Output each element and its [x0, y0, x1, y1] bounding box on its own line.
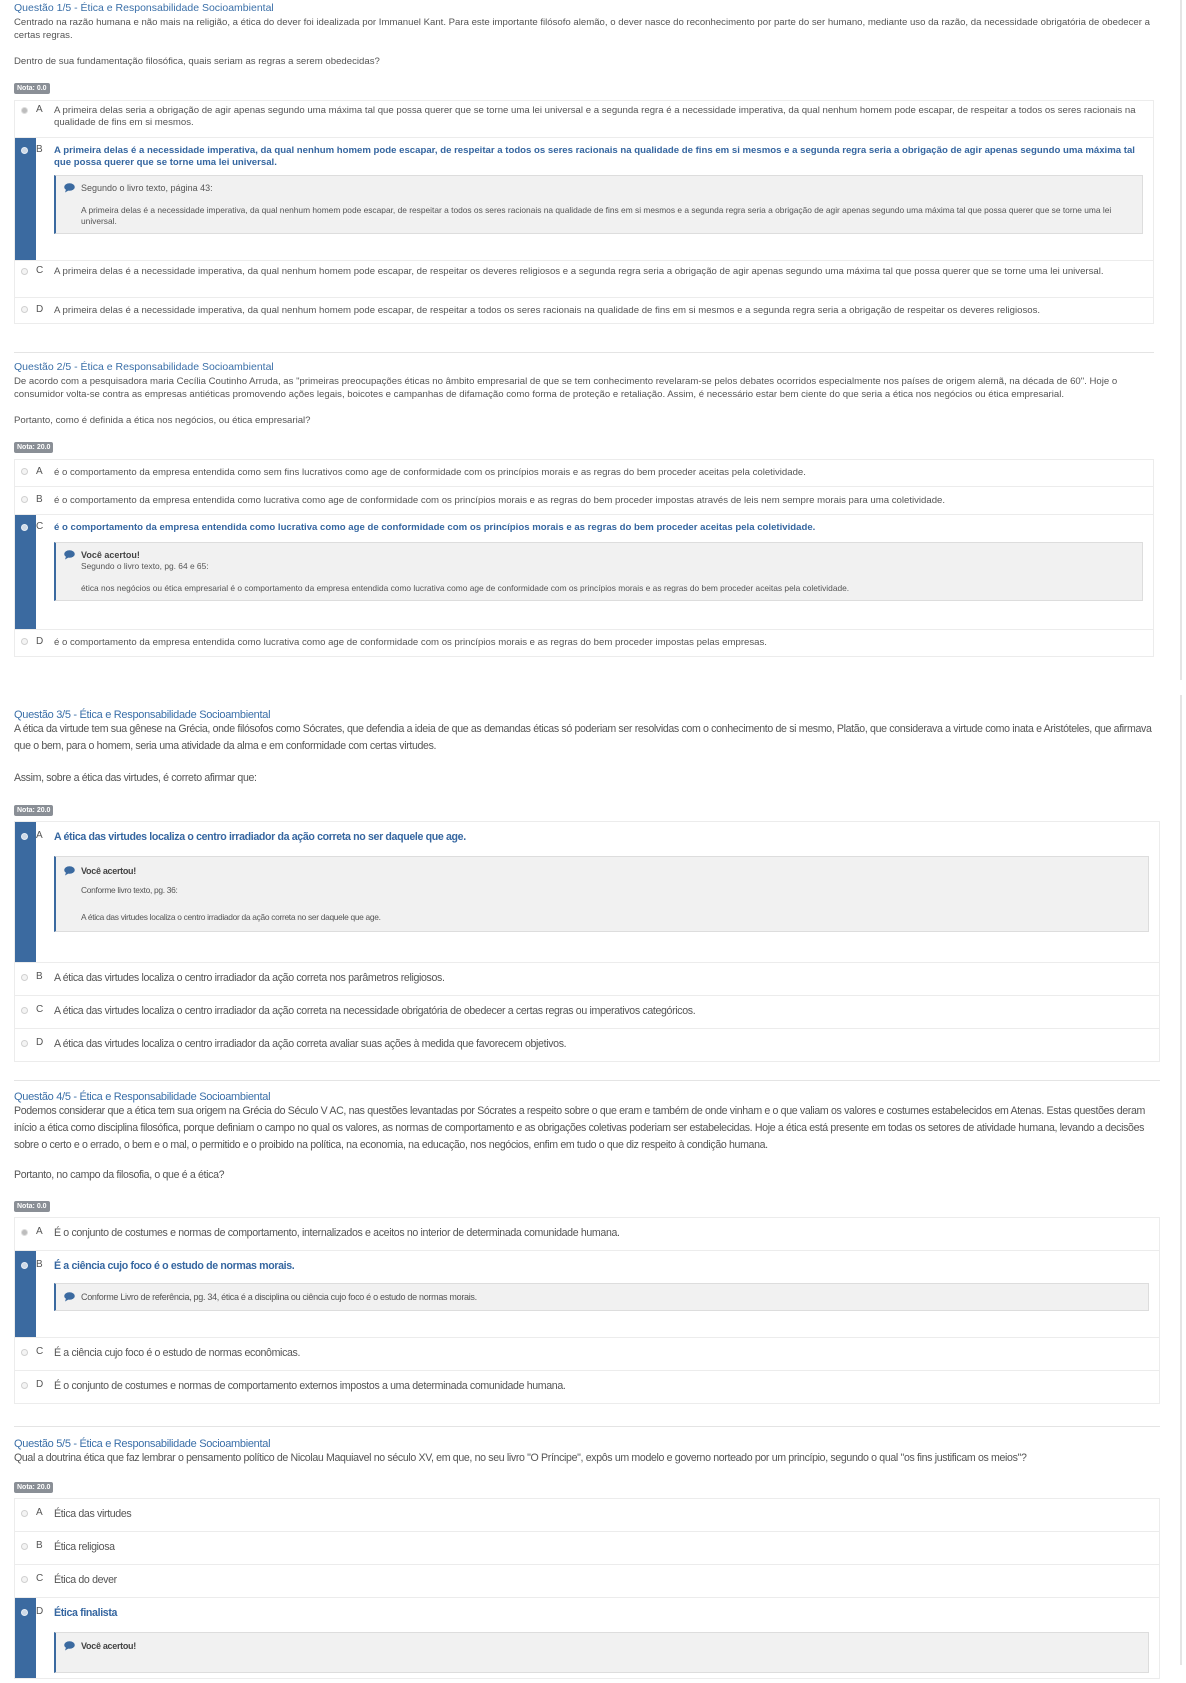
option-3d[interactable]: [14, 1029, 1160, 1062]
divider: [14, 352, 1154, 353]
option-text: A ética das virtudes localiza o centro irradiador da ação correta na necessidade obrigatória de obedecer a certas regras ou imperativos categóricos.: [54, 1005, 696, 1017]
option-letter: D: [36, 1606, 44, 1617]
radio-icon[interactable]: [21, 1382, 28, 1389]
question-5-header: Questão 5/5 - Ética e Responsabilidade Socioambiental: [14, 1438, 271, 1450]
feedback-reference: Conforme livro texto, pg. 36:: [81, 885, 178, 895]
option-1b[interactable]: [14, 138, 1154, 261]
option-text: É a ciência cujo foco é o estudo de normas econômicas.: [54, 1347, 301, 1359]
option-letter: B: [36, 1540, 43, 1551]
radio-icon[interactable]: [21, 1510, 28, 1517]
feedback-box: [54, 1283, 1149, 1311]
option-letter: D: [36, 636, 44, 647]
option-letter: C: [36, 265, 44, 276]
option-letter: C: [36, 1346, 44, 1357]
option-5d[interactable]: [14, 1598, 1160, 1679]
question-2-options: [14, 459, 1154, 657]
score-badge: Nota: 20.0: [14, 1482, 53, 1493]
option-4a[interactable]: [14, 1218, 1160, 1251]
scrollbar-track[interactable]: [1180, 0, 1182, 680]
radio-icon[interactable]: [21, 1543, 28, 1550]
radio-icon[interactable]: [21, 833, 28, 840]
question-1-prompt: Dentro de sua fundamentação filosófica, quais seriam as regras a serem obedecidas?: [14, 56, 380, 67]
option-letter: C: [36, 1573, 44, 1584]
radio-icon[interactable]: [21, 638, 28, 645]
scrollbar-track[interactable]: [1180, 695, 1182, 1665]
score-badge: Nota: 0.0: [14, 83, 50, 94]
comment-icon: [64, 866, 75, 876]
score-badge: Nota: 20.0: [14, 442, 53, 453]
option-4b[interactable]: [14, 1251, 1160, 1338]
option-text: A primeira delas é a necessidade imperativa, da qual nenhum homem pode escapar, de respeitar a todos os seres racionais na qualidade de fins em si mesmos e a segunda regra seria a obrigação de agir apenas segundo uma máxima tal que possa querer que se torne uma lei universal.: [54, 145, 1135, 168]
divider: [14, 1426, 1160, 1427]
question-5: [14, 1439, 1160, 1679]
option-4d[interactable]: [14, 1371, 1160, 1404]
radio-icon[interactable]: [21, 1349, 28, 1356]
question-1-options: [14, 100, 1154, 324]
option-text: A ética das virtudes localiza o centro irradiador da ação correta avaliar suas ações à medida que favorecem objetivos.: [54, 1038, 567, 1050]
feedback-title: Segundo o livro texto, página 43:: [81, 183, 213, 193]
question-1-header: Questão 1/5 - Ética e Responsabilidade Socioambiental: [14, 2, 274, 14]
radio-icon[interactable]: [21, 974, 28, 981]
option-3a[interactable]: [14, 822, 1160, 963]
option-text: É o conjunto de costumes e normas de comportamento, internalizados e aceitos no interior de determinada comunidade humana.: [54, 1227, 620, 1239]
option-letter: A: [36, 1507, 43, 1518]
feedback-reference: Segundo o livro texto, pg. 64 e 65:: [81, 561, 209, 571]
question-2: [14, 362, 1154, 657]
option-text: é o comportamento da empresa entendida como lucrativa como age de conformidade com os princípios morais e as regras do bem proceder aceitas pela coletividade.: [54, 522, 816, 533]
question-4: [14, 1092, 1160, 1404]
feedback-box: [54, 542, 1143, 601]
question-2-text: De acordo com a pesquisadora maria Cecília Coutinho Arruda, as "primeiras preocupações éticas no âmbito empresarial de que se tem conhecimento revelaram-se pelos debates ocorridos especialmente nos países de origem alemã, na década de 60". Hoje o consumidor volta-se contra as empresas antiéticas promovendo ações legais, boicotes e campanhas de difamação como forma de proteção e retaliação. Assim, é necessário estar bem ciente do que seria a ética nos negócios ou ética empresarial.: [14, 376, 1118, 400]
feedback-text: A primeira delas é a necessidade imperativa, da qual nenhum homem pode escapar, de respeitar a todos os seres racionais na qualidade de fins em si mesmos e a segunda regra seria a obrigação de agir apenas segundo uma máxima tal que possa querer que se torne uma lei universal.: [81, 205, 1112, 226]
radio-icon[interactable]: [21, 147, 28, 154]
comment-icon: [64, 1641, 75, 1651]
option-text: Ética religiosa: [54, 1541, 115, 1553]
option-text: É a ciência cujo foco é o estudo de normas morais.: [54, 1260, 295, 1272]
option-letter: D: [36, 1379, 44, 1390]
radio-icon[interactable]: [21, 496, 28, 503]
option-letter: C: [36, 1004, 44, 1015]
option-3c[interactable]: [14, 996, 1160, 1029]
option-text: Ética das virtudes: [54, 1508, 132, 1520]
option-2d[interactable]: [14, 630, 1154, 657]
question-1-text: Centrado na razão humana e não mais na religião, a ética do dever foi idealizada por Immanuel Kant. Para este importante filósofo alemão, o dever nasce do reconhecimento por parte do ser humano, mediante uso da razão, da necessidade obrigatória de obedecer a certas regras.: [14, 17, 1150, 41]
option-2c[interactable]: [14, 515, 1154, 630]
option-text: A primeira delas é a necessidade imperativa, da qual nenhum homem pode escapar, de respeitar a todos os seres racionais na qualidade de fins em si mesmos e a segunda regra seria a obrigação de respeitar os deveres religiosos.: [54, 305, 1041, 316]
option-letter: B: [36, 971, 43, 982]
question-4-header: Questão 4/5 - Ética e Responsabilidade Socioambiental: [14, 1091, 271, 1103]
radio-icon[interactable]: [21, 468, 28, 475]
question-1: [14, 3, 1154, 324]
option-3b[interactable]: [14, 963, 1160, 996]
radio-icon[interactable]: [21, 1040, 28, 1047]
question-2-header: Questão 2/5 - Ética e Responsabilidade Socioambiental: [14, 361, 274, 373]
option-1a[interactable]: [14, 101, 1154, 138]
option-letter: D: [36, 304, 44, 315]
question-5-text: Qual a doutrina ética que faz lembrar o pensamento político de Nicolau Maquiavel no século XV, em que, no seu livro "O Príncipe", expôs um modelo e governo norteado por um princípio, segundo o qual "os fins justificam os meios"?: [14, 1452, 1027, 1464]
option-text: É o conjunto de costumes e normas de comportamento externos impostos a uma determinada comunidade humana.: [54, 1380, 566, 1392]
comment-icon: [64, 183, 75, 193]
option-letter: D: [36, 1037, 44, 1048]
option-text: é o comportamento da empresa entendida como lucrativa como age de conformidade com os princípios morais e as regras do bem proceder impostas através de leis nem sempre morais para uma coletividade.: [54, 495, 946, 506]
option-letter: B: [36, 494, 43, 505]
question-4-options: [14, 1217, 1160, 1404]
option-5b[interactable]: [14, 1532, 1160, 1565]
feedback-box: [54, 175, 1143, 234]
question-3-text: A ética da virtude tem sua gênese na Grécia, onde filósofos como Sócrates, que defendia a ideia de que as demandas éticas só poderiam ser resolvidas com o conhecimento de si mesmo, Platão, que considerava a virtude como inata e Aristóteles, que afirmava que o bem, para o homem, seria uma atividade da alma e em conformidade com certas virtudes.: [14, 723, 1152, 752]
comment-icon: [64, 550, 75, 560]
option-text: é o comportamento da empresa entendida como sem fins lucrativos como age de conformidade com os princípios morais e as regras do bem proceder aceitas pela coletividade.: [54, 467, 806, 478]
question-4-text: Podemos considerar que a ética tem sua origem na Grécia do Século V AC, nas questões levantadas por Sócrates a respeito sobre o que eram e também de onde vinham e o que valiam os valores e costumes estabelecidos em Atenas. Estas questões deram início a ética como disciplina filosófica, porque definiam o campo no qual os valores, as normas de comportamento e as obrigações coletivas poderiam ser estabelecidas. Hoje a ética está presente em todas os setores de atividade humana, levando a decisões sobre o certo e o errado, o bem e o mal, o permitido e o proibido na política, na economia, na educação, nos negócios, enfim em tudo o que diz respeito à condição humana.: [14, 1105, 1145, 1151]
question-5-options: [14, 1498, 1160, 1679]
feedback-title: Você acertou!: [81, 550, 140, 560]
option-letter: C: [36, 521, 44, 532]
feedback-title: Conforme Livro de referência, pg. 34, ética é a disciplina ou ciência cujo foco é o estudo de normas morais.: [81, 1292, 477, 1302]
radio-icon[interactable]: [21, 107, 28, 114]
option-5c[interactable]: [14, 1565, 1160, 1598]
radio-icon[interactable]: [21, 1007, 28, 1014]
radio-icon[interactable]: [21, 1262, 28, 1269]
feedback-title: Você acertou!: [81, 866, 136, 876]
radio-icon[interactable]: [21, 1576, 28, 1583]
option-2a[interactable]: [14, 460, 1154, 487]
option-4c[interactable]: [14, 1338, 1160, 1371]
option-text: A primeira delas é a necessidade imperativa, da qual nenhum homem pode escapar, de respeitar os deveres religiosos e a segunda regra seria a obrigação de agir apenas segundo uma máxima tal que possa querer que se torne uma lei universal.: [54, 266, 1104, 277]
question-3-prompt: Assim, sobre a ética das virtudes, é correto afirmar que:: [14, 772, 257, 784]
feedback-text: ética nos negócios ou ética empresarial é o comportamento da empresa entendida como lucrativa como age de conformidade com os princípios morais e as regras do bem proceder aceitas pela coletividade.: [81, 583, 850, 593]
comment-icon: [64, 1292, 75, 1302]
option-text: A primeira delas seria a obrigação de agir apenas segundo uma máxima tal que possa querer que se torne uma lei universal e a segunda regra é a necessidade imperativa, da qual nenhum homem pode escapar, de respeitar a todos os seres racionais na qualidade de fins em si mesmos.: [54, 105, 1136, 128]
question-3-options: [14, 821, 1160, 1062]
option-text: Ética do dever: [54, 1574, 117, 1586]
question-4-prompt: Portanto, no campo da filosofia, o que é a ética?: [14, 1169, 225, 1181]
option-1d[interactable]: [14, 298, 1154, 324]
radio-icon[interactable]: [21, 306, 28, 313]
option-letter: B: [36, 1259, 43, 1270]
score-badge: Nota: 0.0: [14, 1201, 50, 1212]
option-2b[interactable]: [14, 487, 1154, 515]
radio-icon[interactable]: [21, 1609, 28, 1616]
feedback-text: A ética das virtudes localiza o centro irradiador da ação correta no ser daquele que age.: [81, 912, 381, 922]
divider: [14, 1080, 1160, 1081]
option-letter: A: [36, 830, 43, 841]
option-letter: A: [36, 104, 43, 115]
score-badge: Nota: 20.0: [14, 805, 53, 816]
feedback-box: [54, 1632, 1149, 1673]
radio-icon[interactable]: [21, 524, 28, 531]
question-3: [14, 710, 1160, 1062]
question-2-prompt: Portanto, como é definida a ética nos negócios, ou ética empresarial?: [14, 415, 311, 426]
option-text: é o comportamento da empresa entendida como lucrativa como age de conformidade com os princípios morais e as regras do bem proceder impostas pelas empresas.: [54, 637, 767, 648]
radio-icon[interactable]: [21, 1229, 28, 1236]
option-letter: A: [36, 466, 43, 477]
radio-icon[interactable]: [21, 268, 28, 275]
option-text: A ética das virtudes localiza o centro irradiador da ação correta nos parâmetros religiosos.: [54, 972, 445, 984]
feedback-title: Você acertou!: [81, 1641, 136, 1651]
option-letter: B: [36, 144, 43, 155]
option-1c[interactable]: [14, 261, 1154, 298]
question-3-header: Questão 3/5 - Ética e Responsabilidade Socioambiental: [14, 709, 271, 721]
option-text: A ética das virtudes localiza o centro irradiador da ação correta no ser daquele que age.: [54, 831, 466, 843]
option-letter: A: [36, 1226, 43, 1237]
option-text: Ética finalista: [54, 1607, 118, 1619]
option-5a[interactable]: [14, 1499, 1160, 1532]
feedback-box: [54, 856, 1149, 932]
